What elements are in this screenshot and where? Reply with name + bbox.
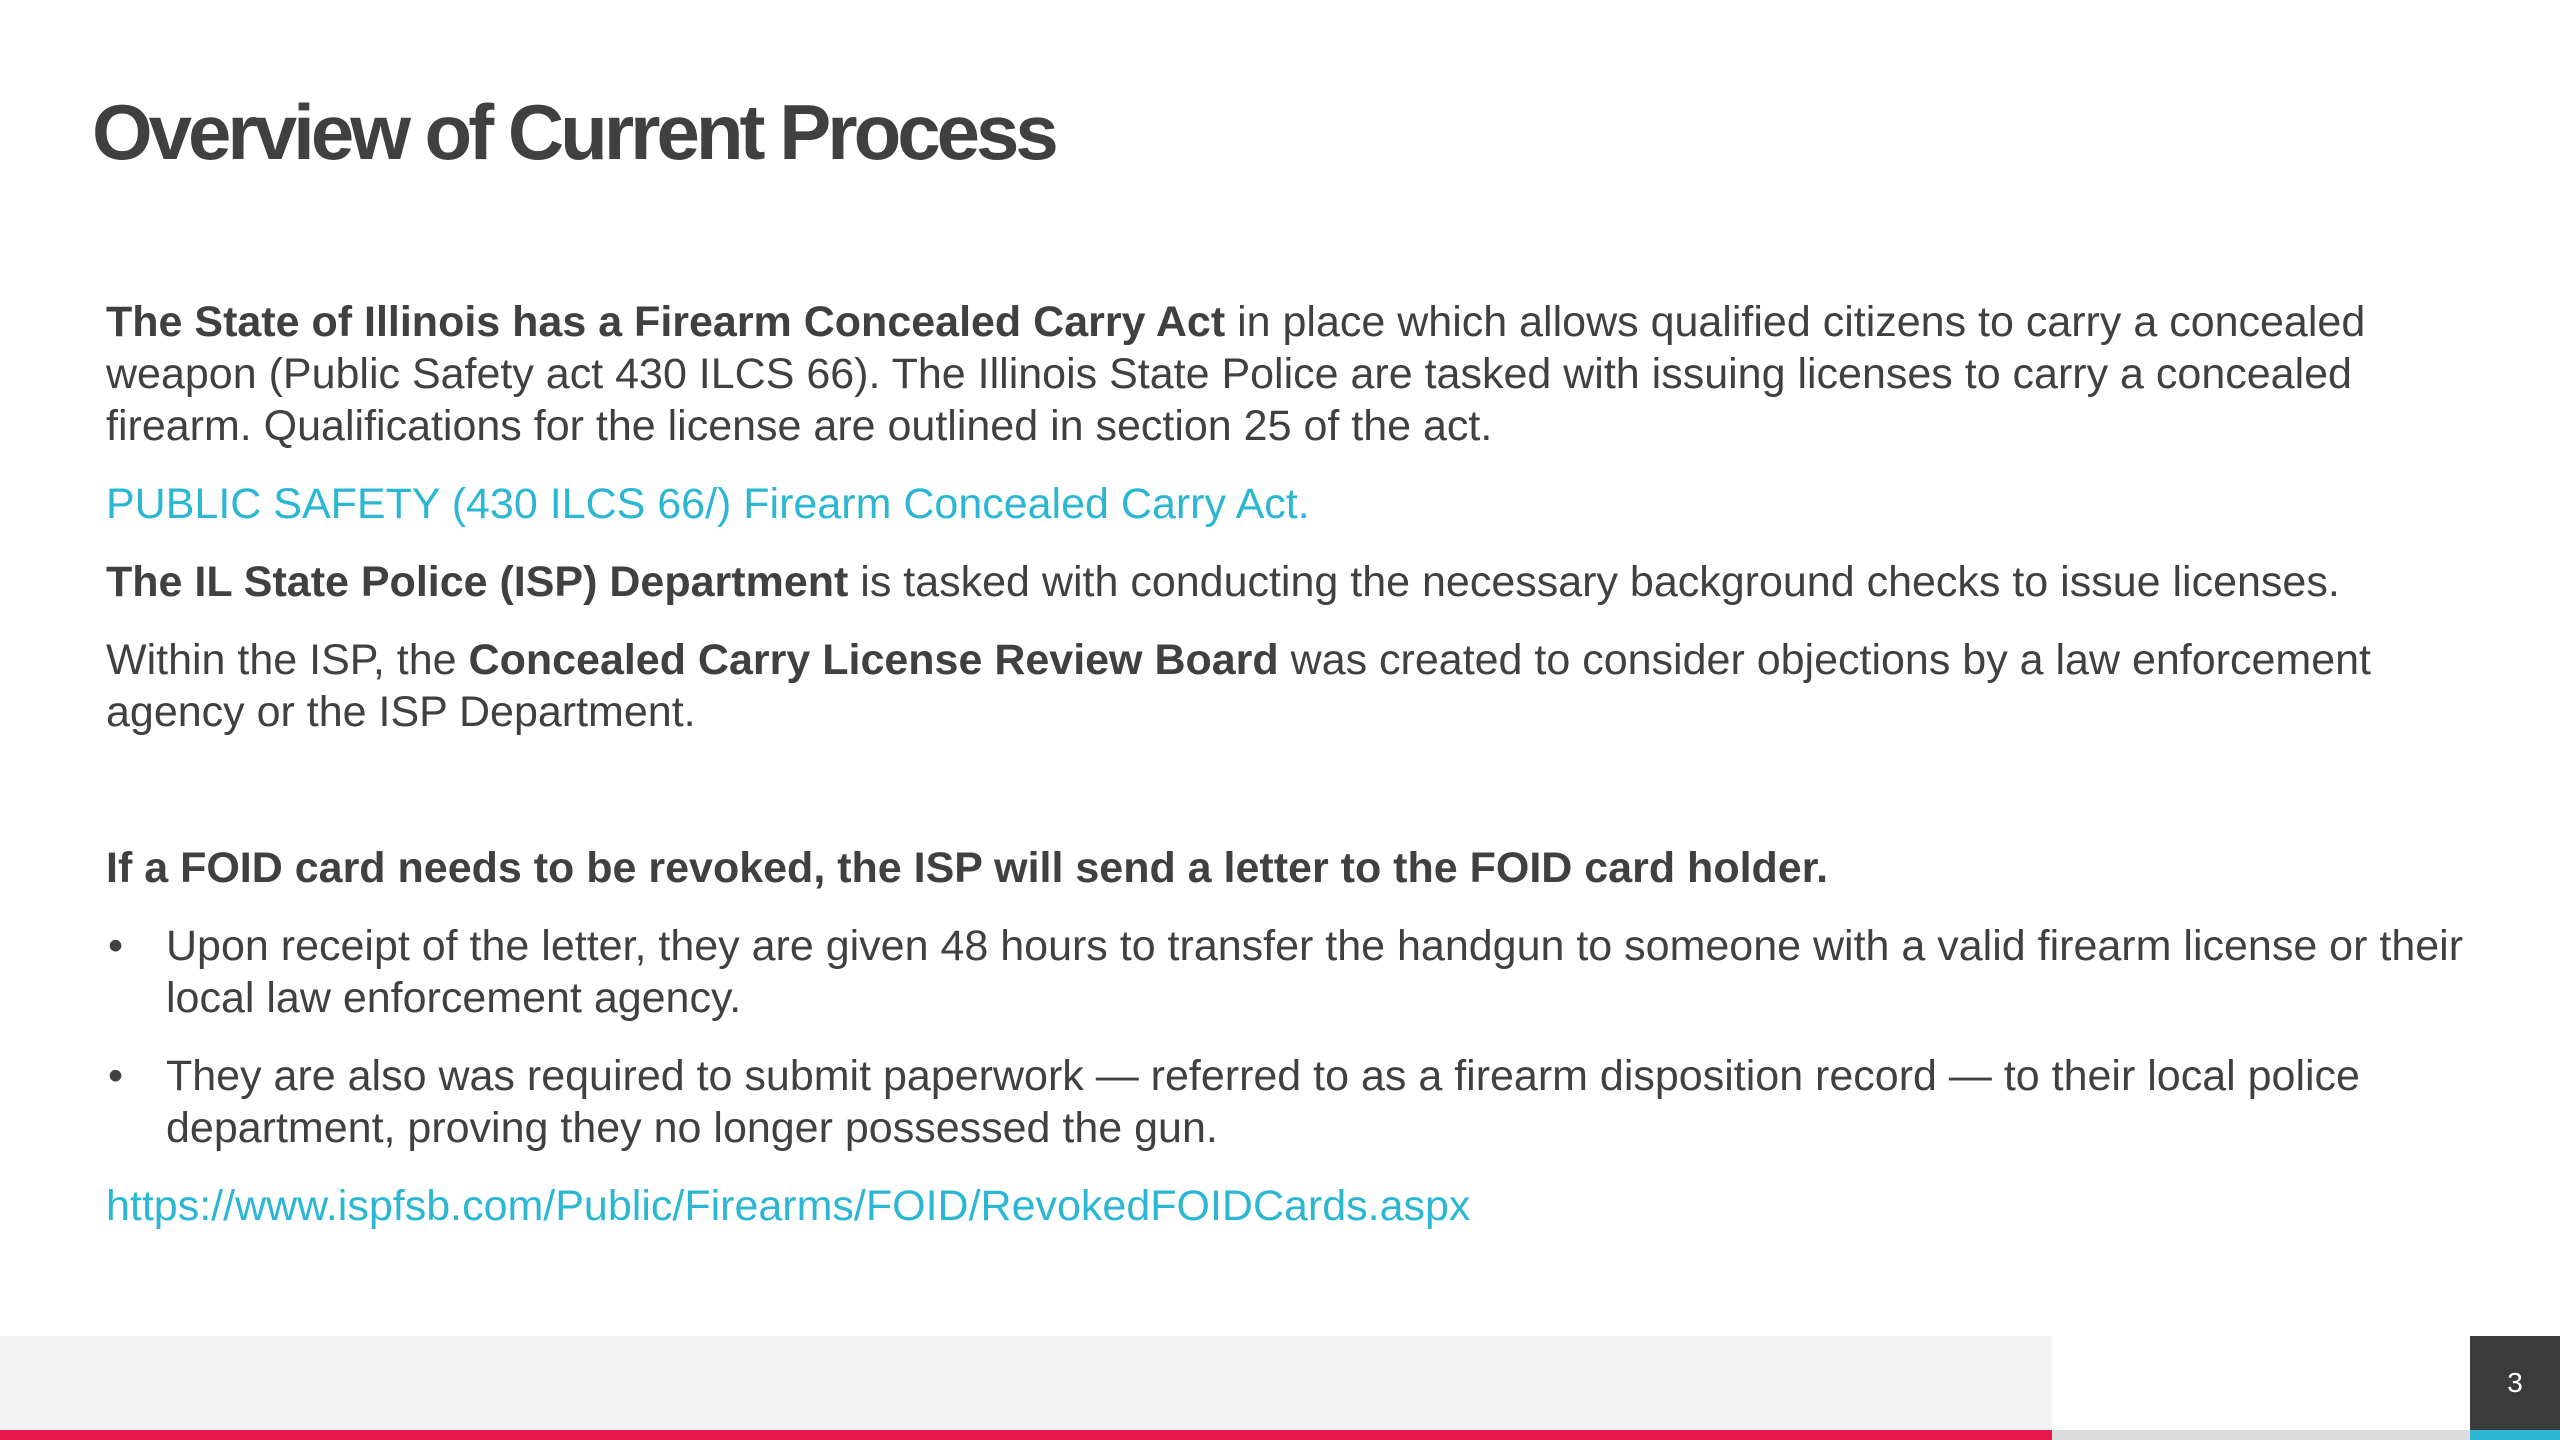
footer-bar (0, 1336, 2052, 1430)
bullet-dot-icon: • (108, 1052, 124, 1100)
slide-title: Overview of Current Process (92, 88, 1055, 176)
paragraph-text: is tasked with conducting the necessary background checks to issue licenses. (848, 558, 2340, 606)
bullet-dot-icon: • (108, 922, 124, 970)
paragraph-bold-lead: The State of Illinois has a Firearm Concealed Carry Act (106, 298, 1226, 346)
bullet-item (106, 920, 2506, 1024)
link-concealed-carry-act[interactable]: PUBLIC SAFETY (430 ILCS 66/) Firearm Concealed Carry Act. (106, 480, 1310, 528)
paragraph-isp-department (106, 556, 2506, 608)
bullet-text: Upon receipt of the letter, they are given 48 hours to transfer the handgun to someone with a valid firearm license or their local law enforcement agency. (166, 922, 2464, 1022)
bullet-list (106, 920, 2506, 1154)
paragraph-review-board (106, 634, 2506, 738)
paragraph-text: in place which allows qualified citizens to carry a concealed weapon (Public Safety act 430 ILCS 66). The Illinois State Police are tasked with issuing licenses to carry a concealed firearm. Qualifications for the license are outlined in section 25 of the act. (106, 298, 2366, 450)
page-number: 3 (2507, 1367, 2523, 1398)
page-number-accent-line (2470, 1430, 2560, 1440)
paragraph-bold-lead: If a FOID card needs to be revoked, the ISP will send a letter to the FOID card holder. (106, 844, 1829, 892)
page-number-box (2470, 1336, 2560, 1430)
footer-accent-line (0, 1430, 2052, 1440)
paragraph-bold-term: Concealed Carry License Review Board (468, 636, 1279, 684)
paragraph-foid-revocation (106, 842, 2506, 894)
paragraph-text: was created to consider objections by a law enforcement agency or the ISP Department. (106, 636, 2371, 736)
slide-body (106, 296, 2506, 1258)
link-revoked-foid-cards[interactable]: https://www.ispfsb.com/Public/Firearms/FOID/RevokedFOIDCards.aspx (106, 1182, 1471, 1230)
bullet-text: They are also was required to submit paperwork — referred to as a firearm disposition record — to their local police department, proving they no longer possessed the gun. (166, 1052, 2360, 1152)
paragraph-concealed-carry-act (106, 296, 2506, 452)
paragraph-bold-lead: The IL State Police (ISP) Department (106, 558, 849, 606)
footer-divider-line (2052, 1430, 2470, 1440)
bullet-item (106, 1050, 2506, 1154)
spacer (106, 764, 2506, 842)
paragraph-text: Within the ISP, the (106, 636, 469, 684)
